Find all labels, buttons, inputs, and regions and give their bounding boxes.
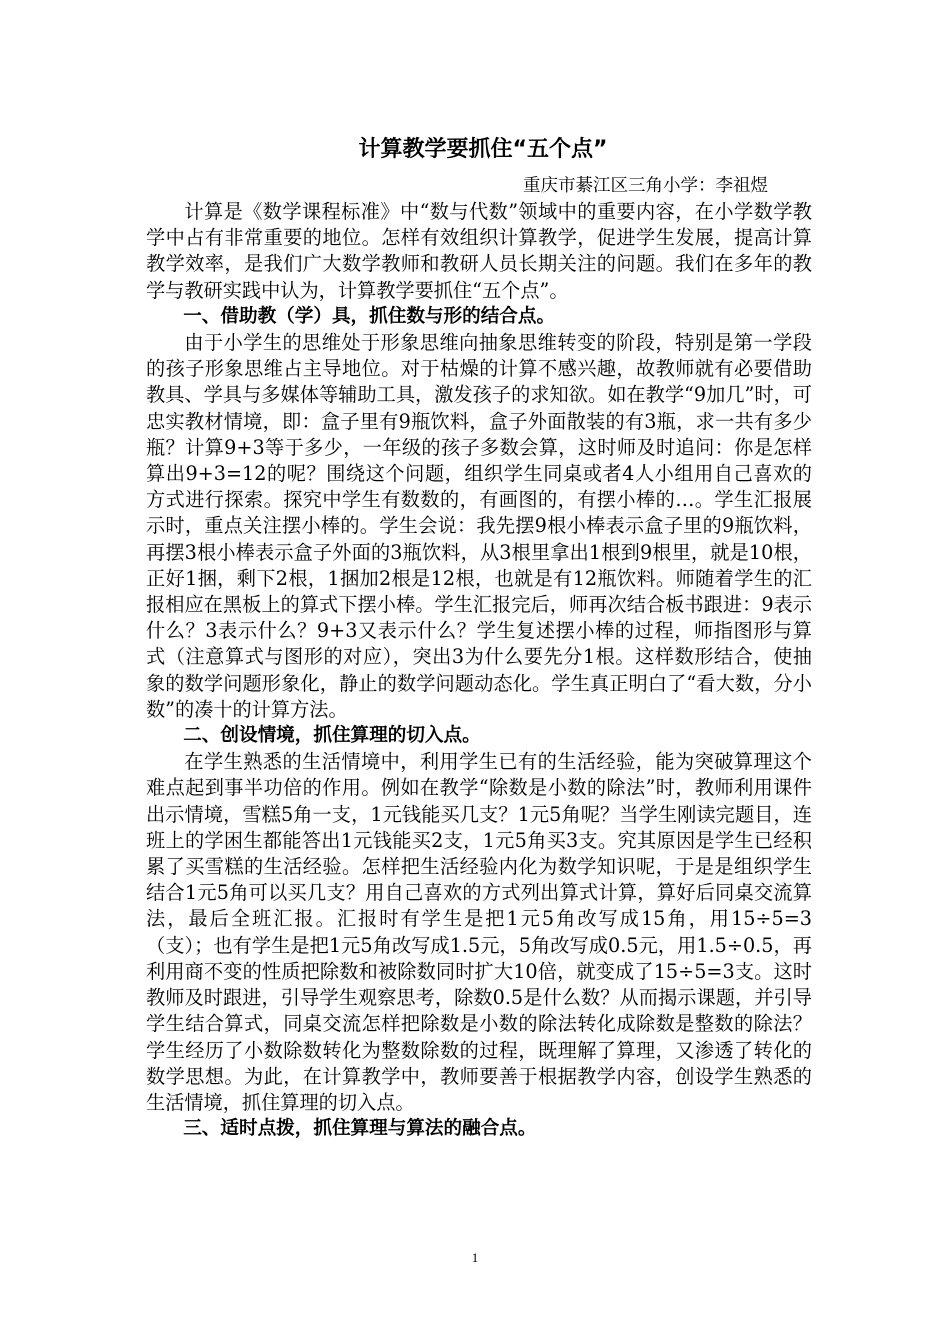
document-body [146, 133, 812, 1142]
section-2-heading: 二、创设情境，抓住算理的切入点。 [183, 725, 481, 747]
author-line: 重庆市綦江区三角小学：李祖煜 [523, 176, 768, 196]
document-title: 计算教学要抓住“五个点” [358, 137, 608, 162]
section-1-heading: 一、借助教（学）具，抓住数与形的结合点。 [183, 305, 556, 327]
section-2-paragraph: 在学生熟悉的生活情境中，利用学生已有的生活经验，能为突破算理这个难点起到事半功倍的作用。例如在教学“除数是小数的除法”时，教师利用课件出示情境，雪糕5角一支，1元钱能买几支？1元5角呢？当学生刚读完题目，连班上的学困生都能答出1元钱能买2支，1元5角买3支。究其原因是学生已经积累了买雪糕的生活经验。怎样把生活经验内化为数学知识呢，于是是组织学生结合1元5角可以买几支？用自己喜欢的方式列出算式计算，算好后同桌交流算法，最后全班汇报。汇报时有学生是把1元5角改写成15角，用15÷5=3（支）；也有学生是把1元5角改写成1.5元，5角改写成0.5元，用1.5÷0.5，再利用商不变的性质把除数和被除数同时扩大10倍，就变成了15÷5=3支。这时教师及时跟进，引导学生观察思考，除数0.5是什么数？从而揭示课题，并引导学生结合算式，同桌交流怎样把除数是小数的除法转化成除数是整数的除法？学生经历了小数除数转化为整数除数的过程，既理解了算理，又渗透了转化的数学思想。为此，在计算教学中，教师要善于根据教学内容，创设学生熟悉的生活情境，抓住算理的切入点。 [146, 750, 812, 1114]
page-number: 1 [471, 1250, 479, 1265]
intro-paragraph: 计算是《数学课程标准》中“数与代数”领域中的重要内容，在小学数学教学中占有非常重要的地位。怎样有效组织计算教学，促进学生发展，提高计算教学效率，是我们广大数学教师和教研人员长期关注的问题。我们在多年的教学与教研实践中认为，计算教学要抓住“五个点”。 [146, 200, 812, 302]
section-3-heading: 三、适时点拨，抓住算理与算法的融合点。 [183, 1118, 537, 1140]
section-1-paragraph: 由于小学生的思维处于形象思维向抽象思维转变的阶段，特别是第一学段的孩子形象思维占主导地位。对于枯燥的计算不感兴趣，故教师就有必要借助教具、学具与多媒体等辅助工具，激发孩子的求知欲。如在教学“9加几”时，可忠实教材情境，即：盒子里有9瓶饮料，盒子外面散装的有3瓶，求一共有多少瓶？计算9+3等于多少，一年级的孩子多数会算，这时师及时追问：你是怎样算出9+3=12的呢？围绕这个问题，组织学生同桌或者4人小组用自己喜欢的方式进行探索。探究中学生有数数的，有画图的，有摆小棒的…。学生汇报展示时，重点关注摆小棒的。学生会说：我先摆9根小棒表示盒子里的9瓶饮料，再摆3根小棒表示盒子外面的3瓶饮料，从3根里拿出1根到9根里，就是10根，正好1捆，剩下2根，1捆加2根是12根，也就是有12瓶饮料。师随着学生的汇报相应在黑板上的算式下摆小棒。学生汇报完后，师再次结合板书跟进：9表示什么？3表示什么？9+3又表示什么？学生复述摆小棒的过程，师指图形与算式（注意算式与图形的对应），突出3为什么要先分1根。这样数形结合，使抽象的数学问题形象化，静止的数学问题动态化。学生真正明白了“看大数，分小数”的凑十的计算方法。 [146, 331, 812, 721]
